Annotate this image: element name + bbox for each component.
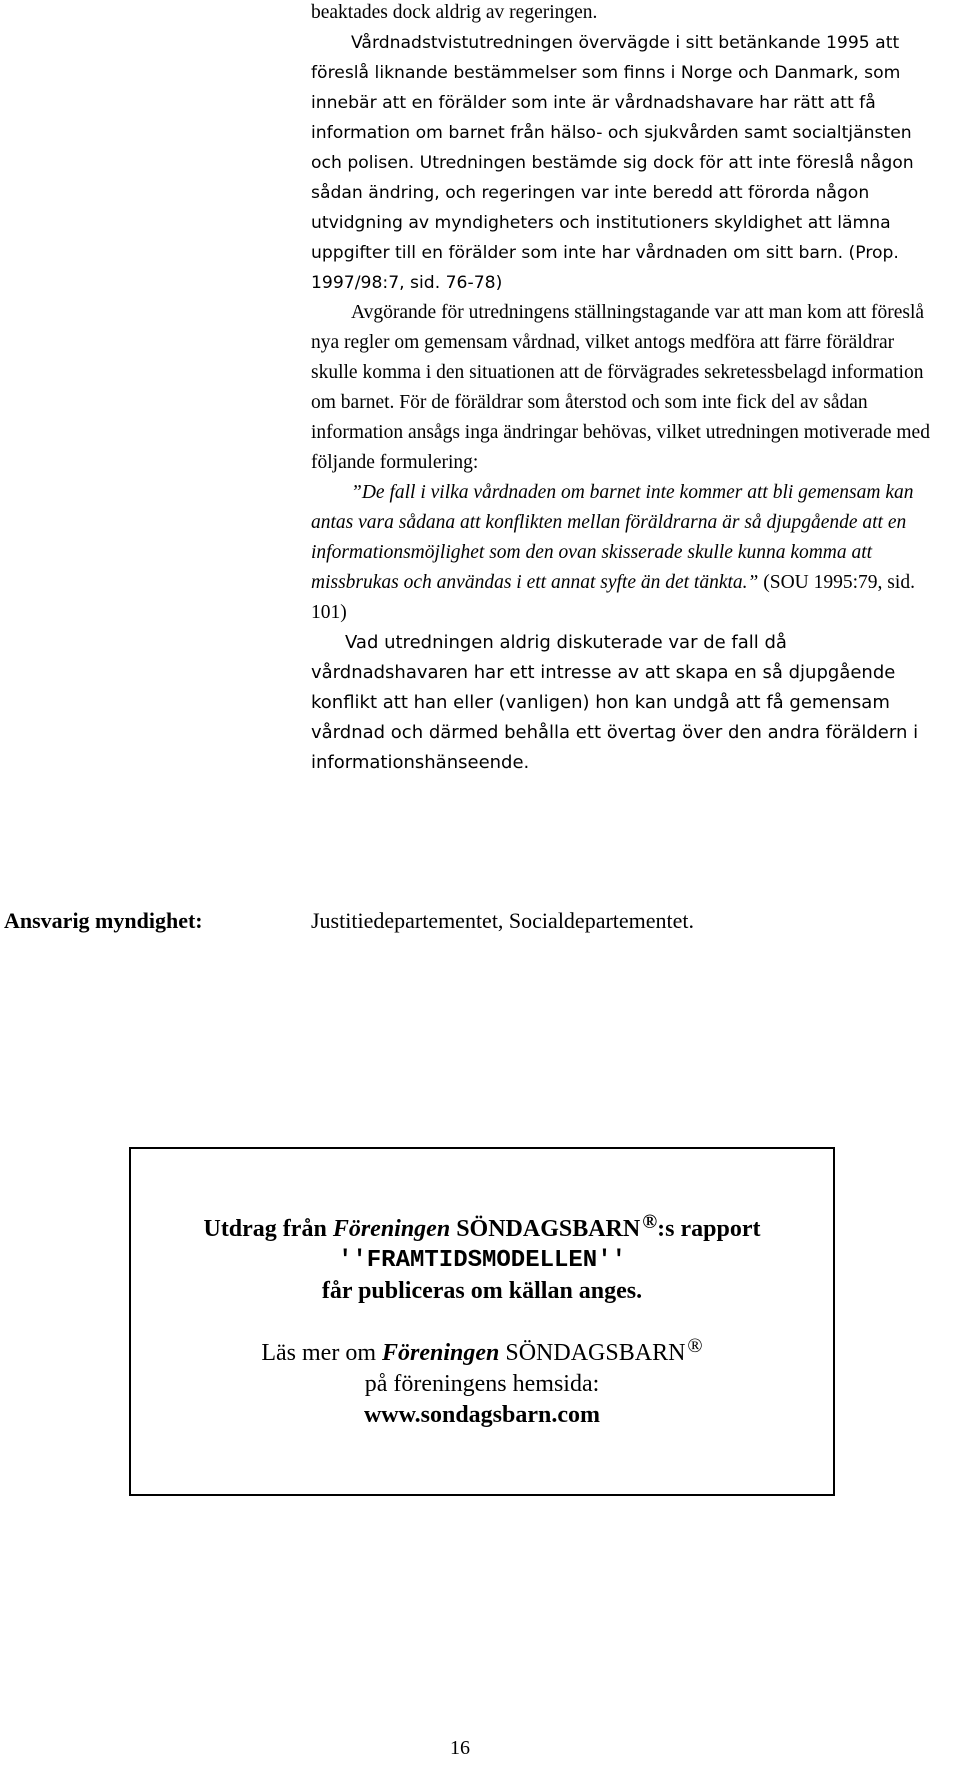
paragraph-vad: Vad utredningen aldrig diskuterade var de fall då vårdnadshavaren har ett intresse av att skapa en så djupgående konflikt att han eller (vanligen) hon kan undgå att få gemensam vårdnad och därmed behålla ett övertag över den andra föräldern i informationshänseende. (311, 632, 919, 773)
paragraph-avgorande: Avgörande för utredningens ställningstagande var att man kom att föreslå nya regler om gemensam vårdnad, vilket antogs medföra att färre föräldrar skulle komma i den situationen att de förvägrades sekretessbelagd information om barnet. För de föräldrar som återstod och som inte fick del av sådan information ansågs inga ändringar behövas, vilket utredningen motiverade med följande formulering: (311, 302, 930, 473)
main-text-column (311, 0, 941, 778)
registered-icon: ® (642, 1211, 658, 1233)
notice-line-1: Utdrag från Föreningen SÖNDAGSBARN ®:s rapport (203, 1211, 761, 1242)
notice-line-3: får publiceras om källan anges. (321, 1278, 643, 1304)
notice-line-5: på föreningens hemsida: (364, 1371, 600, 1397)
page-number: 16 (450, 1737, 470, 1759)
paragraph-continuation: beaktades dock aldrig av regeringen. (311, 2, 598, 23)
website-link[interactable]: www.sondagsbarn.com (363, 1402, 601, 1428)
authority-value: Justitiedepartementet, Socialdepartementet. (311, 908, 695, 933)
quote-source: (SOU 1995:79, sid. 101) (311, 572, 915, 623)
quote-block (311, 478, 941, 628)
notice-box (129, 1147, 835, 1496)
quote-text: ”De fall i vilka vårdnaden om barnet inte kommer att bli gemensam kan antas vara sådana att konflikten mellan föräldrarna är så djupgående att en informationsmöjlighet som den ovan skisserade skulle kunna komma att missbrukas och användas i ett annat syfte än det tänkta.” (311, 482, 914, 593)
authority-label: Ansvarig myndighet: (4, 908, 203, 933)
paragraph-utredning: Vårdnadstvistutredningen övervägde i sitt betänkande 1995 att föreslå liknande bestämmelser som finns i Norge och Danmark, som innebär att en förälder som inte är vårdnadshavare har rätt att få information om barnet från hälso- och sjukvården samt socialtjänsten och polisen. Utredningen bestämde sig dock för att inte föreslå någon sådan ändring, och regeringen var inte beredd att förorda någon utvidgning av myndigheters och institutioners skyldighet att lämna uppgifter till en förälder som inte har vårdnaden om sitt barn. (Prop. 1997/98:7, sid. 76-78) (311, 33, 914, 293)
notice-line-4: Läs mer om Föreningen SÖNDAGSBARN ® (261, 1335, 703, 1366)
registered-icon: ® (687, 1335, 703, 1357)
notice-line-2: ′′FRAMTIDSMODELLEN′′ (337, 1247, 627, 1274)
